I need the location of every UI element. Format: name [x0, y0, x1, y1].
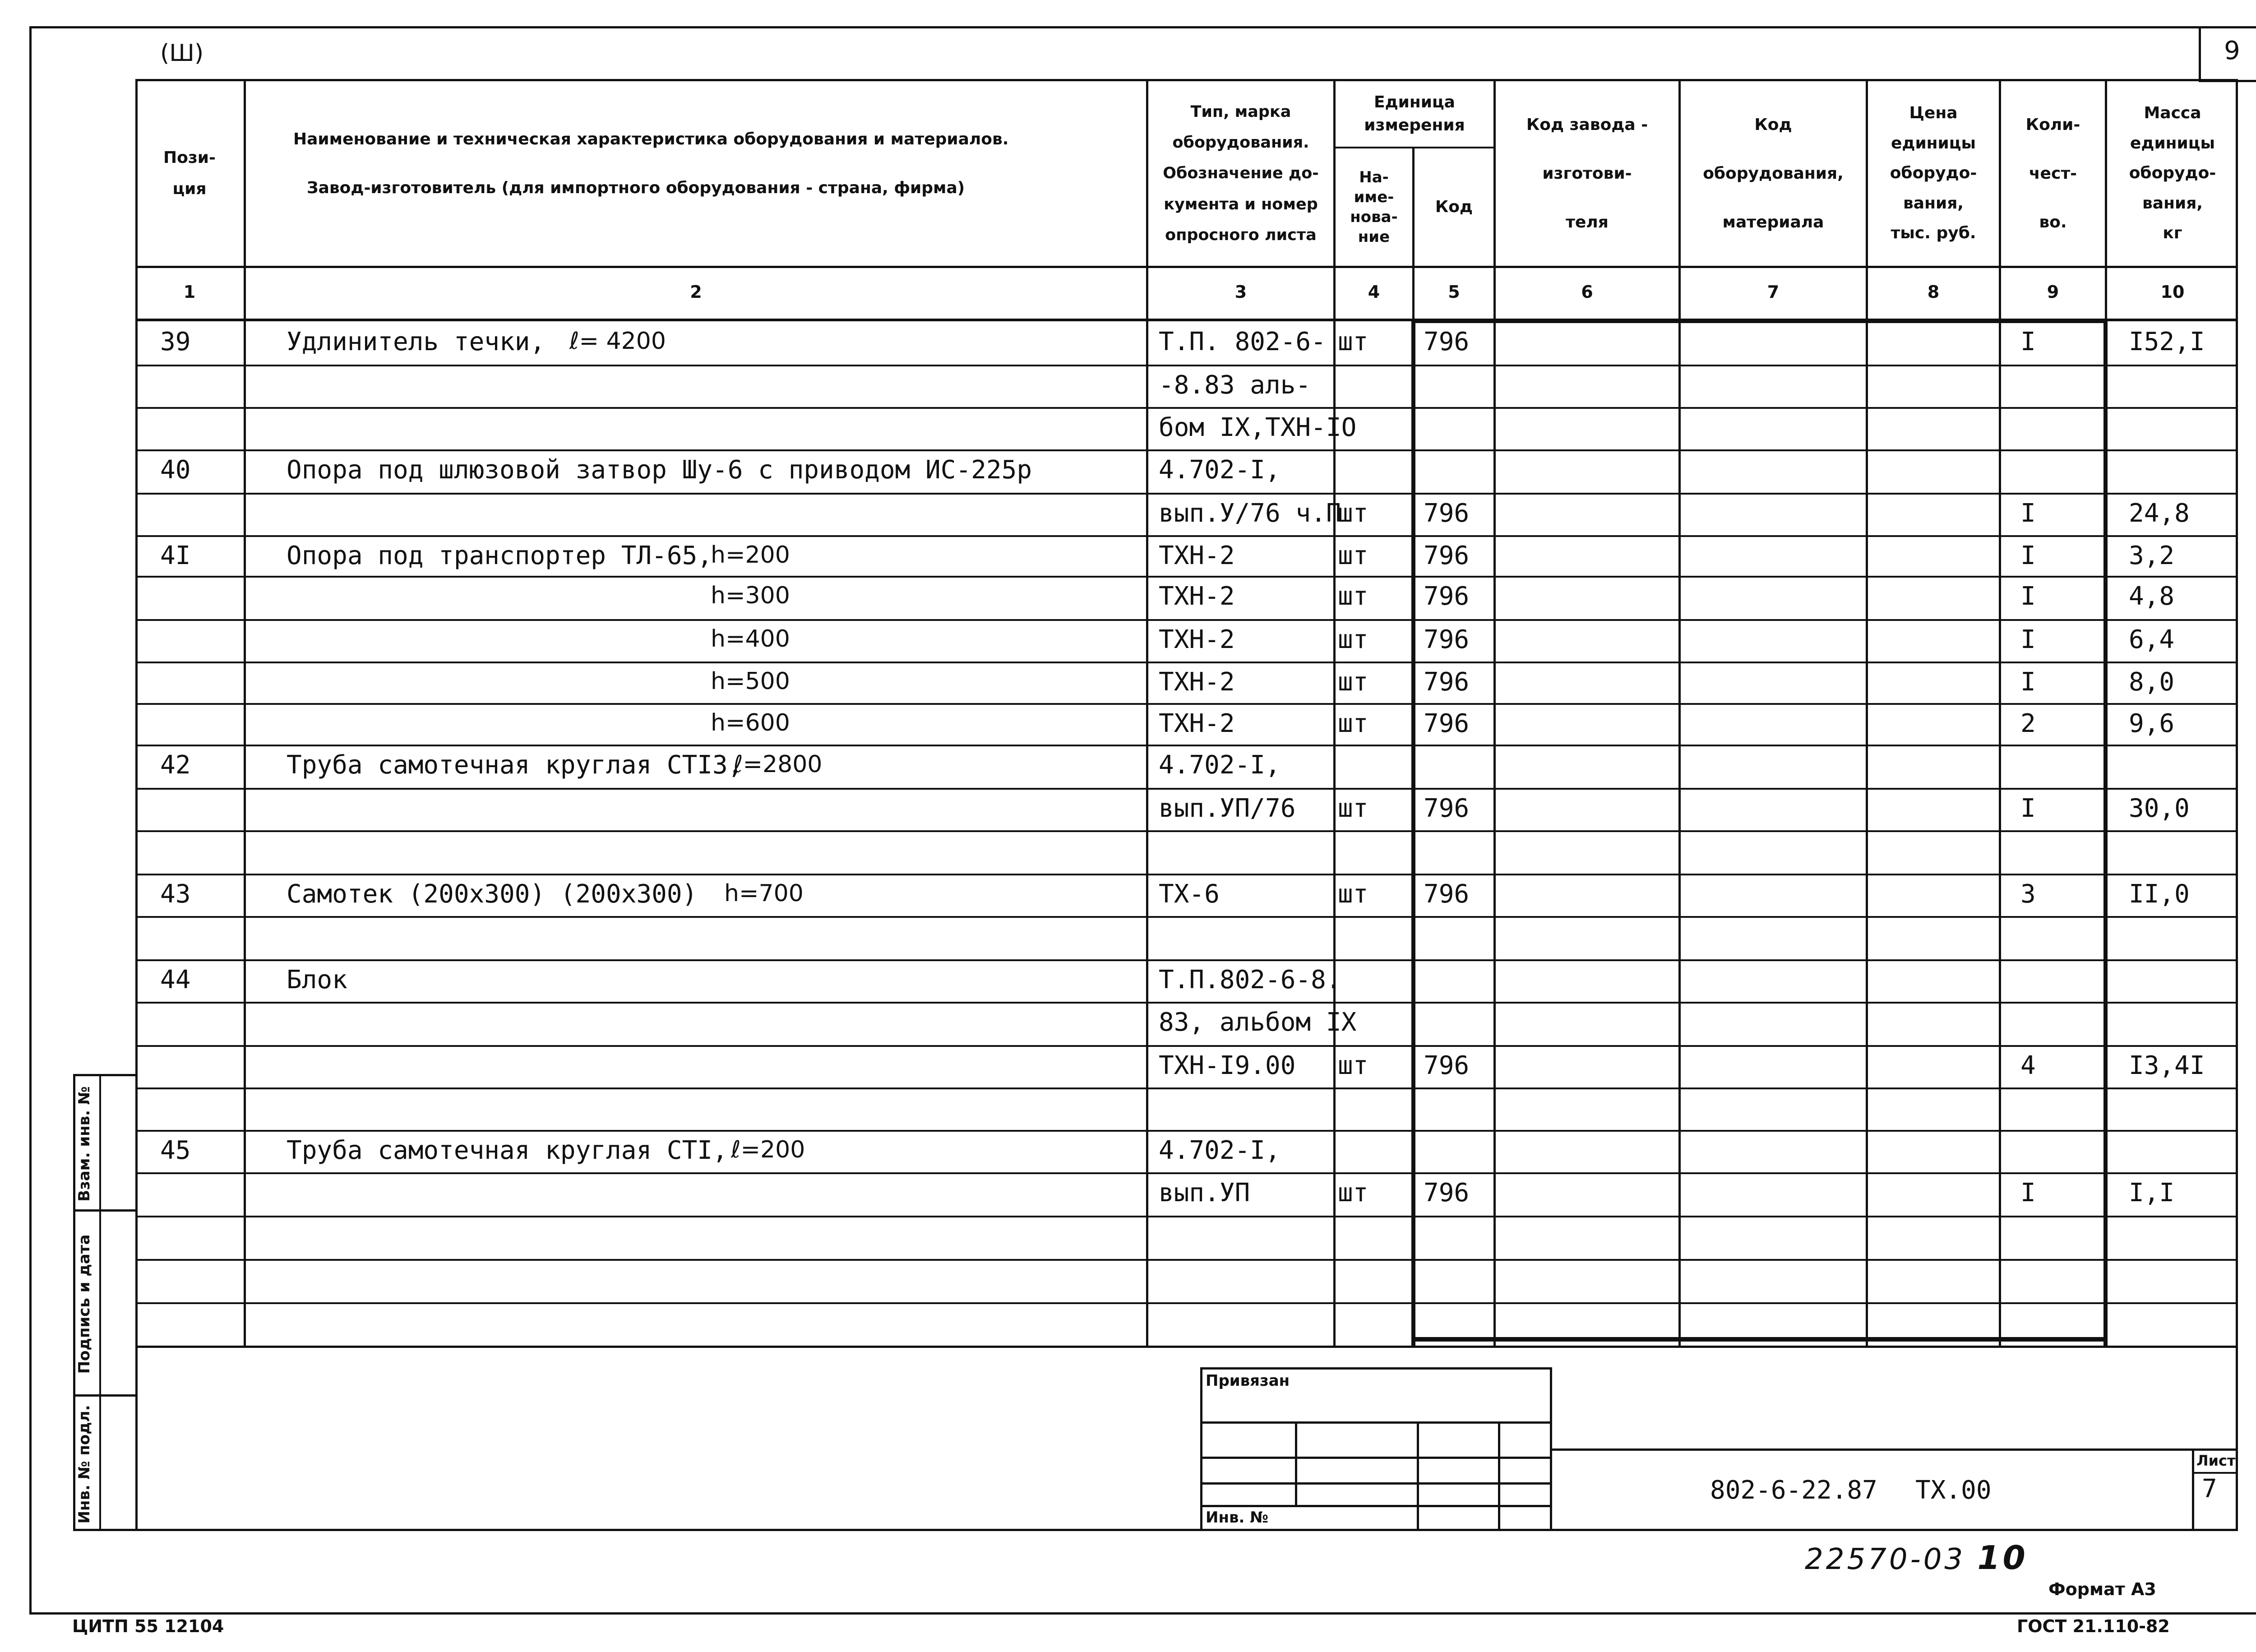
header-name-line2: Завод-изготовитель (для импортного оборудования - страна, фирма) [307, 179, 965, 197]
header-unit-price: Цена единицы оборудо- вания, тыс. руб. [1890, 104, 1977, 243]
cell-code: 796 [1424, 625, 1470, 654]
cell-doc: вып.УП [1159, 1178, 1250, 1208]
row-divider [135, 1216, 2238, 1217]
row-divider [135, 1002, 2238, 1004]
row-divider [135, 493, 2238, 495]
col-number-1: 1 [183, 282, 196, 302]
cell-doc: ТХН-I9.00 [1159, 1051, 1296, 1080]
cell-pos: 42 [160, 750, 191, 780]
col-number-9: 9 [2047, 282, 2059, 302]
cell-doc: ТХН-2 [1159, 582, 1235, 611]
cell-mass: 30,0 [2129, 794, 2190, 823]
cell-pos: 40 [160, 455, 191, 485]
privyazan-label: Привязан [1206, 1372, 1290, 1390]
cell-param: h=300 [711, 582, 790, 609]
row-divider [135, 703, 2238, 705]
cell-unit: шт [1338, 1051, 1368, 1080]
cell-qty: 2 [2020, 709, 2036, 738]
cell-qty: I [2020, 327, 2036, 356]
cell-unit: шт [1338, 541, 1368, 570]
cell-doc: Т.П.802-6-8. [1159, 965, 1341, 995]
col-number-10: 10 [2160, 282, 2185, 302]
footer-gost: ГОСТ 21.110-82 [2017, 1616, 2170, 1636]
cell-param: ℓ=2800 [733, 751, 823, 778]
cell-param: h=400 [711, 625, 790, 652]
row-divider [135, 745, 2238, 746]
handwritten-number-main: 22570-03 [1805, 1543, 1966, 1576]
cell-name: Блок [287, 965, 347, 995]
cell-name: Самотек (200х300) (200х300) [287, 879, 698, 909]
sheet-marker: (Ш) [160, 40, 204, 67]
cell-unit: шт [1338, 709, 1368, 738]
cell-qty: 4 [2020, 1051, 2036, 1080]
cell-mass: 3,2 [2129, 541, 2175, 570]
cell-code: 796 [1424, 582, 1470, 611]
cell-code: 796 [1424, 541, 1470, 570]
title-block-top [1552, 1448, 2238, 1451]
row-divider [135, 576, 2238, 578]
cell-pos: 44 [160, 965, 191, 995]
row-divider [135, 874, 2238, 875]
col-number-8: 8 [1927, 282, 1940, 302]
vline-1 [244, 79, 246, 1348]
cell-name: Труба самотечная круглая СТI, [287, 1136, 728, 1165]
cell-qty: I [2020, 625, 2036, 654]
vline-5 [1493, 79, 1496, 1348]
cell-unit: шт [1338, 879, 1368, 909]
doc-code: ТХ.00 [1915, 1476, 1992, 1505]
row-divider [135, 959, 2238, 961]
cell-doc: ТХН-2 [1159, 667, 1235, 697]
footer-left: ЦИТП 55 12104 [72, 1616, 224, 1636]
row-divider [135, 1172, 2238, 1174]
cell-name: Опора под транспортер ТЛ-65, [287, 541, 713, 570]
cell-mass: 24,8 [2129, 499, 2190, 528]
row-divider [135, 365, 2238, 366]
col-number-4: 4 [1368, 282, 1380, 302]
cell-unit: шт [1338, 1178, 1368, 1208]
cell-doc: ТХН-2 [1159, 541, 1235, 570]
header-unit-group: Единица измерения [1364, 93, 1465, 134]
cell-qty: I [2020, 1178, 2036, 1208]
side-label-inv-podl: Инв. № подл. [75, 1405, 93, 1524]
header-equipment-code: Код оборудования, материала [1703, 115, 1844, 231]
stamp-grid-v1 [1295, 1421, 1297, 1505]
cell-doc: 4.702-I, [1159, 1136, 1281, 1165]
col-number-6: 6 [1581, 282, 1593, 302]
inv-no-label: Инв. № [1206, 1509, 1269, 1527]
cell-doc: вып.УП/76 [1159, 794, 1296, 823]
page-number: 9 [2224, 36, 2240, 65]
cell-qty: 3 [2020, 879, 2036, 909]
cell-pos: 43 [160, 879, 191, 909]
cell-doc: Т.П. 802-6- [1159, 327, 1326, 356]
vline-7 [1866, 79, 1868, 1348]
handwritten-number-suffix: 10 [1977, 1539, 2028, 1577]
cell-unit: шт [1338, 794, 1368, 823]
cell-pos: 39 [160, 327, 191, 356]
header-unit-code: Код [1435, 197, 1473, 216]
vline-3 [1333, 79, 1336, 1348]
cell-doc: -8.83 аль- [1159, 370, 1311, 400]
cell-mass: 9,6 [2129, 709, 2175, 738]
row-divider [135, 1045, 2238, 1047]
cell-param: h=200 [711, 541, 790, 569]
row-divider [135, 535, 2238, 537]
side-label-podpis: Подпись и дата [75, 1234, 93, 1374]
designation: 802-6-22.87 [1710, 1476, 1877, 1505]
cell-pos: 4I [160, 541, 191, 570]
col-number-5: 5 [1448, 282, 1460, 302]
cell-mass: 8,0 [2129, 667, 2175, 697]
cell-unit: шт [1338, 499, 1368, 528]
vline-8 [1999, 79, 2001, 1348]
stamp-grid-v2 [1417, 1421, 1419, 1531]
row-divider [135, 830, 2238, 832]
cell-code: 796 [1424, 499, 1470, 528]
footer-format: Формат А3 [2048, 1579, 2156, 1599]
cell-qty: I [2020, 541, 2036, 570]
cell-doc: ТХ-6 [1159, 879, 1220, 909]
cell-code: 796 [1424, 879, 1470, 909]
cell-mass: I52,I [2129, 327, 2205, 356]
cell-pos: 45 [160, 1136, 191, 1165]
bold-block-right [2103, 319, 2108, 1348]
cell-mass: 4,8 [2129, 582, 2175, 611]
cell-code: 796 [1424, 1178, 1470, 1208]
row-divider [135, 1302, 2238, 1304]
col-number-7: 7 [1767, 282, 1780, 302]
header-type-mark: Тип, марка оборудования. Обозначение до- кумента и номер опросного листа [1163, 102, 1319, 244]
header-unit-name: На- име- нова- ние [1350, 168, 1398, 246]
header-quantity: Коли- чест- во. [2025, 115, 2080, 231]
list-label: Лист [2196, 1452, 2236, 1469]
row-divider [135, 788, 2238, 790]
cell-name: Труба самотечная круглая СТI3, [287, 750, 743, 780]
vline-2 [1146, 79, 1148, 1348]
cell-code: 796 [1424, 667, 1470, 697]
header-name-line1: Наименование и техническая характеристика оборудования и материалов. [293, 130, 1009, 148]
cell-doc: 4.702-I, [1159, 750, 1281, 780]
list-box-divider [2192, 1472, 2238, 1474]
cell-mass: II,0 [2129, 879, 2190, 909]
row-divider [135, 619, 2238, 621]
cell-doc: бом IX,ТХН-IO [1159, 413, 1357, 442]
row-divider [135, 1130, 2238, 1132]
cell-param: ℓ= 4200 [569, 328, 666, 355]
cell-doc: вып.У/76 ч.П [1159, 499, 1341, 528]
vline-6 [1678, 79, 1681, 1348]
cell-name: Опора под шлюзовой затвор Шу-6 с приводом ИС-225р [287, 455, 1032, 485]
cell-name: Удлинитель течки, [287, 327, 546, 356]
cell-unit: шт [1338, 582, 1368, 611]
cell-qty: I [2020, 794, 2036, 823]
side-label-vzam: Взам. инв. № [75, 1086, 93, 1202]
bold-block-left [1411, 319, 1415, 1348]
cell-unit: шт [1338, 625, 1368, 654]
cell-qty: I [2020, 667, 2036, 697]
header-bottom-line [135, 266, 2238, 268]
bold-block-frame [1412, 319, 2107, 323]
cell-param: h=700 [724, 880, 804, 907]
handwritten-number [1805, 1539, 2028, 1577]
col-number-3: 3 [1234, 282, 1247, 302]
cell-code: 796 [1424, 794, 1470, 823]
row-divider [135, 916, 2238, 918]
stamp-grid-v3 [1498, 1421, 1500, 1531]
cell-param: h=600 [711, 709, 790, 736]
cell-code: 796 [1424, 327, 1470, 356]
cell-mass: I3,4I [2129, 1051, 2205, 1080]
side-stamp-divider [99, 1074, 101, 1531]
row-divider [135, 449, 2238, 451]
cell-doc: ТХН-2 [1159, 625, 1235, 654]
cell-mass: I,I [2129, 1178, 2175, 1208]
row-divider [135, 1259, 2238, 1261]
header-position: Пози- ция [163, 148, 216, 198]
cell-mass: 6,4 [2129, 625, 2175, 654]
cell-param: ℓ=200 [731, 1136, 805, 1163]
header-plant-code: Код завода - изготови- теля [1526, 115, 1648, 231]
row-divider [135, 407, 2238, 409]
header-unit-mass: Масса единицы оборудо- вания, кг [2129, 104, 2216, 243]
cell-code: 796 [1424, 1051, 1470, 1080]
row-divider [135, 1087, 2238, 1089]
cell-param: h=500 [711, 668, 790, 695]
cell-qty: I [2020, 499, 2036, 528]
col-number-2: 2 [690, 282, 702, 302]
row-divider [135, 662, 2238, 663]
cell-code: 796 [1424, 709, 1470, 738]
list-number: 7 [2202, 1474, 2217, 1504]
cell-doc: ТХН-2 [1159, 709, 1235, 738]
cell-doc: 83, альбом IX [1159, 1008, 1357, 1037]
cell-unit: шт [1338, 327, 1368, 356]
cell-unit: шт [1338, 667, 1368, 697]
cell-qty: I [2020, 582, 2036, 611]
cell-doc: 4.702-I, [1159, 455, 1281, 485]
bold-block-bottom [1412, 1337, 2107, 1342]
